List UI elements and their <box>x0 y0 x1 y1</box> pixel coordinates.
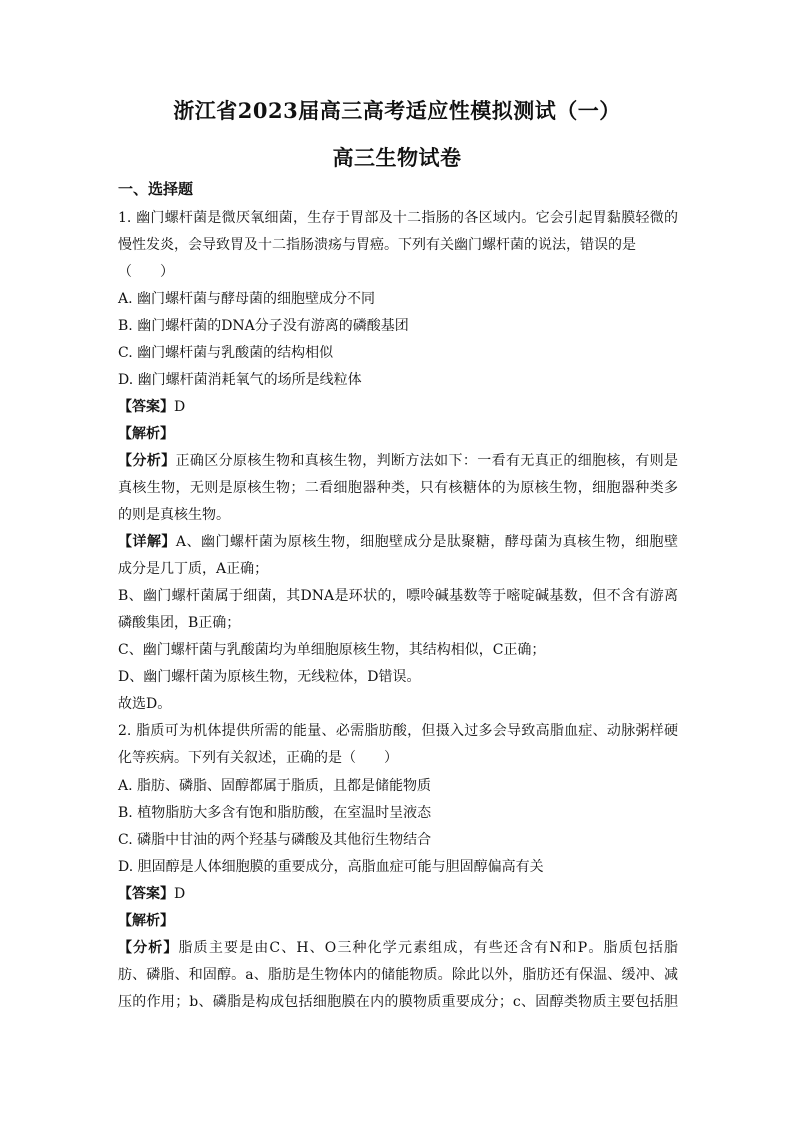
q2-stem-line1: 2. 脂质可为机体提供所需的能量、必需脂肪酸，但摄入过多会导致高脂血症、动脉粥样硬 <box>118 723 678 739</box>
q2-option-b: B. 植物脂肪大多含有饱和脂肪酸，在室温时呈液态 <box>118 805 432 821</box>
xiangjie-text: A、幽门螺杆菌为原核生物，细胞壁成分是肽聚糖，酵母菌为真核生物，细胞壁 <box>175 534 679 550</box>
document-subtitle: 高三生物试卷 <box>332 145 462 170</box>
analysis-tag: 【解析】 <box>118 426 174 442</box>
q1-xiangjie-line4: 磷酸集团，B正确； <box>118 615 241 631</box>
q2-fenxi-line3: 压的作用；b、磷脂是构成包括细胞膜在内的膜物质重要成分；c、固醇类物质主要包括胆 <box>118 994 678 1010</box>
q2-option-a: A. 脂肪、磷脂、固醇都属于脂质，且都是储能物质 <box>118 778 432 794</box>
q1-stem-line1: 1. 幽门螺杆菌是微厌氧细菌，生存于胃部及十二指肠的各区域内。它会引起胃黏膜轻微的 <box>118 210 678 226</box>
q1-fenxi-line1 <box>118 451 678 471</box>
q1-xiangjie-line1 <box>118 532 678 552</box>
q1-fenxi-line3: 的则是真核生物。 <box>118 507 230 523</box>
q1-answer <box>118 397 678 417</box>
q1-option-a: A. 幽门螺杆菌与酵母菌的细胞壁成分不同 <box>118 291 376 307</box>
q1-fenxi-line2: 真核生物，无则是原核生物；二看细胞器种类，只有核糖体的为原核生物，细胞器种类多 <box>118 480 678 496</box>
q2-option-d: D. 胆固醇是人体细胞膜的重要成分，高脂血症可能与胆固醇偏高有关 <box>118 859 544 875</box>
analysis-tag: 【解析】 <box>118 913 174 929</box>
q1-xiangjie-line2: 成分是几丁质，A正确； <box>118 561 269 577</box>
q1-analysis-heading <box>118 424 678 444</box>
document-title: 浙江省2023届高三高考适应性模拟测试（一） <box>173 98 621 123</box>
q2-answer <box>118 884 678 904</box>
q2-stem-line2: 化等疾病。下列有关叙述，正确的是（ ） <box>118 750 398 766</box>
q1-option-c: C. 幽门螺杆菌与乳酸菌的结构相似 <box>118 345 334 361</box>
section-heading: 一、选择题 <box>118 180 194 198</box>
answer-tag: 【答案】 <box>118 886 174 902</box>
fenxi-text: 正确区分原核生物和真核生物，判断方法如下：一看有无真正的细胞核，有则是 <box>175 453 679 469</box>
fenxi-tag: 【分析】 <box>118 940 179 956</box>
q1-stem-line2: 慢性发炎，会导致胃及十二指肠溃疡与胃癌。下列有关幽门螺杆菌的说法，错误的是 <box>118 237 636 253</box>
q2-fenxi-line1 <box>118 938 678 958</box>
answer-value: D <box>174 399 186 415</box>
q2-fenxi-line2: 肪、磷脂、和固醇。a、脂肪是生物体内的储能物质。除此以外，脂肪还有保温、缓冲、减 <box>118 967 678 983</box>
answer-tag: 【答案】 <box>118 399 174 415</box>
q1-stem-line3: （ ） <box>118 264 174 280</box>
q1-xiangjie-line3: B、幽门螺杆菌属于细菌，其DNA是环状的，嘌呤碱基数等于嘧啶碱基数，但不含有游离 <box>118 588 678 604</box>
q1-xiangjie-line5: C、幽门螺杆菌与乳酸菌均为单细胞原核生物，其结构相似，C正确； <box>118 642 546 658</box>
fenxi-tag: 【分析】 <box>118 453 176 469</box>
xiangjie-tag: 【详解】 <box>118 534 176 550</box>
q1-conclusion: 故选D。 <box>118 696 172 712</box>
q1-option-b: B. 幽门螺杆菌的DNA分子没有游离的磷酸基团 <box>118 318 409 334</box>
q2-analysis-heading <box>118 911 678 931</box>
fenxi-text: 脂质主要是由C、H、O三种化学元素组成，有些还含有N和P。脂质包括脂 <box>178 940 679 956</box>
answer-value: D <box>174 886 186 902</box>
q1-xiangjie-line6: D、幽门螺杆菌为原核生物，无线粒体，D错误。 <box>118 669 421 685</box>
q2-option-c: C. 磷脂中甘油的两个羟基与磷酸及其他衍生物结合 <box>118 832 432 848</box>
q1-option-d: D. 幽门螺杆菌消耗氧气的场所是线粒体 <box>118 372 362 388</box>
